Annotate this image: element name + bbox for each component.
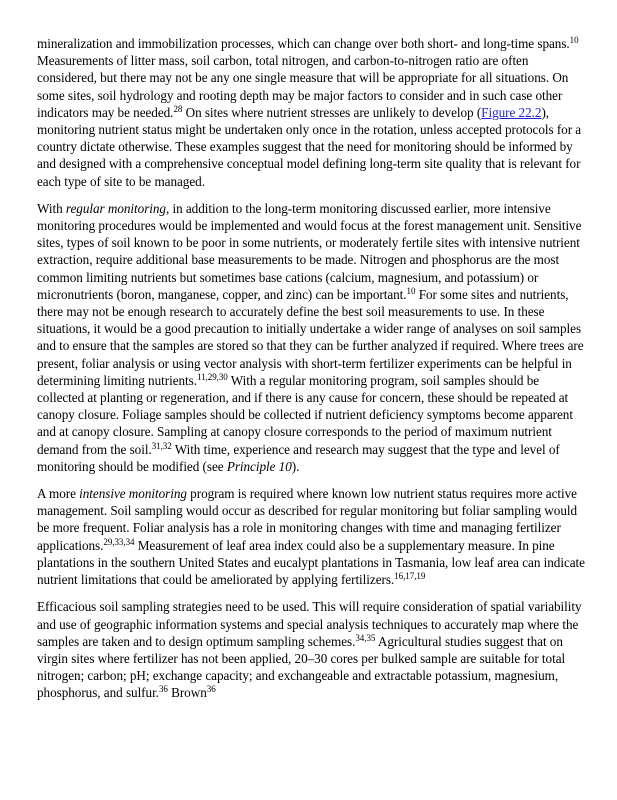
citation: 28 <box>173 103 183 114</box>
citation: 11,29,30 <box>196 371 228 382</box>
document-page <box>37 35 585 712</box>
citation: 10 <box>406 285 416 296</box>
citation: 31,32 <box>151 440 172 451</box>
figure-link[interactable]: Figure 22.2 <box>481 104 542 120</box>
citation: 29,33,34 <box>103 536 135 547</box>
citation: 36 <box>206 684 216 695</box>
citation: 36 <box>158 684 168 695</box>
citation: 34,35 <box>355 632 376 643</box>
paragraph: A more intensive monitoring program is required where known low nutrient status requires more active management. Soil sampling would occur as described for regular monitoring but foliar sampling would be more frequent. Foliar analysis has a role in monitoring changes with time and managing fertilizer applications.$^{29,33,34}$ Measurement of leaf area index could also be a supplementary measure. In pine plantations in the southern United States and eucalypt plantations in Tasmania, low leaf area can indicate nutrient limitations that could be ameliorated by applying fertilizers.$^{16,17,19}$ <box>37 486 585 588</box>
citation: 10 <box>569 35 579 45</box>
paragraph: mineralization and immobilization processes, which can change over both short- and long-time spans.$^{10}$ Measurements of litter mass, soil carbon, total nitrogen, and carbon-to-nitrogen ratio are often considered, but there may not be any one single measure that will be appropriate for all situations. On some sites, soil hydrology and rooting depth may be major factors to consider and in such case other indicators may be needed.$^{28}$ On sites where nutrient stresses are unlikely to develop (Figure 22.2), monitoring nutrient status might be undertaken only once in the rotation, unless accepted protocols for a country dictate otherwise. These examples suggest that the need for monitoring should be informed by and designed with a comprehensive conceptual model defining long-term site quality that is relevant for each type of site to be managed. <box>37 35 582 189</box>
paragraph: With regular monitoring, in addition to the long-term monitoring discussed earlier, more intensive monitoring procedures would be implemented and would focus at the forest management unit. Sensitive sites, types of soil known to be poor in some nutrients, or moderately fertile sites with intensive nutrient extraction, require additional base measurements to be made. Nitrogen and phosphorus are the most common limiting nutrients but sometimes base cations (calcium, magnesium, and potassium) or micronutrients (boron, manganese, copper, and zinc) can be important.$^{10}$ For some sites and nutrients, there may not be enough research to accurately define the best soil measurements to use. In these situations, it would be a good precaution to initially undertake a wider range of analyses on soil samples and to ensure that the samples are stored so that they can be further analyzed if required. Where trees are present, foliar analysis or using vector analysis with short-term fertilizer experiments can be helpful in determining limiting nutrients.$^{11,29,30}$ With a regular monitoring program, soil samples should be collected at planting or regeneration, and if there is any cause for concern, these should be repeated at canopy closure. Foliage samples should be collected if nutrient deficiency symptoms become apparent and at canopy closure. Sampling at canopy closure corresponds to the period of maximum nutrient demand from the soil.$^{31,32}$ With time, experience and research may suggest that the type and level of monitoring should be modified (see Principle 10). <box>37 200 584 474</box>
citation: 16,17,19 <box>394 571 426 582</box>
paragraph: Efficacious soil sampling strategies need to be used. This will require consideration of spatial variability and use of geographic information systems and special analysis techniques to accurately map where the samples are taken and to design optimum sampling schemes.$^{34,35}$ Agricultural studies suggest that on virgin sites where fertilizer has not been applied, 20–30 cores per bulked sample are suitable for total nitrogen; carbon; pH; exchange capacity; and exchangeable and extractable potassium, magnesium, phosphorus, and sulfur.$^{36}$ Brown$^{36}$ <box>37 599 582 701</box>
